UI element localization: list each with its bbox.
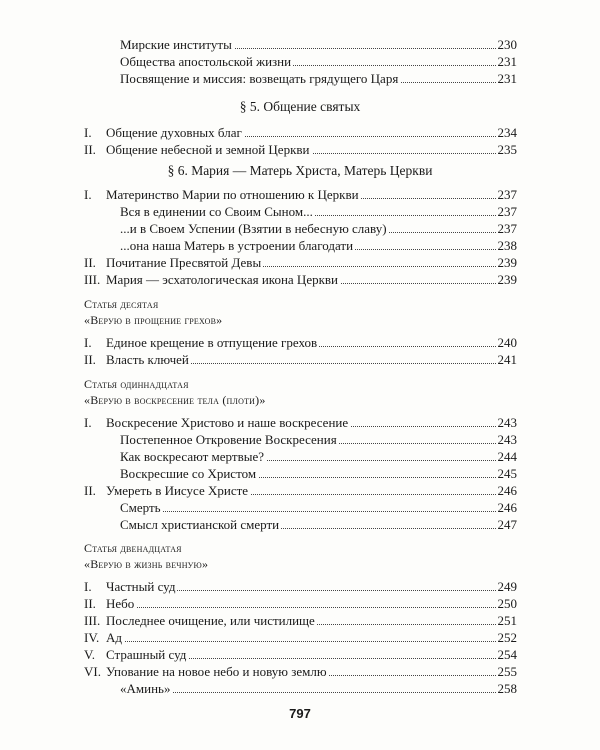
toc-entry-page: 238 xyxy=(497,238,517,253)
toc-entry-number: IV. xyxy=(84,630,100,645)
toc-entry xyxy=(0,595,600,613)
toc-entry-text: Мария — эсхатологическая икона Церкви xyxy=(106,272,339,287)
toc-entry-page: 235 xyxy=(497,142,517,157)
toc-entry-text: Единое крещение в отпущение грехов xyxy=(106,335,318,350)
toc-entry-text: Почитание Пресвятой Девы xyxy=(106,255,262,270)
toc-entry xyxy=(0,663,600,681)
page-number: 797 xyxy=(289,706,311,721)
toc-entry xyxy=(0,465,600,483)
dot-leader xyxy=(106,641,504,642)
toc-entry xyxy=(0,629,600,647)
article-title: «Верую в воскресение тела (плоти)» xyxy=(84,393,266,407)
toc-entry-number: III. xyxy=(84,272,101,287)
toc-entry-page: 243 xyxy=(497,432,517,447)
toc-entry-number: I. xyxy=(84,579,92,594)
toc-entry-number: I. xyxy=(84,335,92,350)
toc-entry-text: Постепенное Откровение Воскресения xyxy=(120,432,337,447)
toc-entry-page: 239 xyxy=(497,255,517,270)
toc-entry-text: Смерть xyxy=(120,500,161,515)
toc-entry xyxy=(0,237,600,255)
toc-entry-text: Ад xyxy=(106,630,123,645)
toc-entry-number: V. xyxy=(84,647,95,662)
article-label: Статья десятая xyxy=(84,297,159,311)
toc-entry xyxy=(0,186,600,204)
dot-leader xyxy=(106,607,504,608)
toc-entry-page: 244 xyxy=(497,449,517,464)
toc-entry xyxy=(0,448,600,466)
toc-entry-text: Смысл христианской смерти xyxy=(120,517,280,532)
toc-entry-page: 230 xyxy=(497,37,517,52)
toc-entry xyxy=(0,516,600,534)
toc-entry xyxy=(0,203,600,221)
article-label: Статья одиннадцатая xyxy=(84,377,189,391)
toc-entry xyxy=(0,36,600,54)
toc-entry xyxy=(0,124,600,142)
toc-entry xyxy=(0,482,600,500)
article-title: «Верую в жизнь вечную» xyxy=(84,557,209,571)
dot-leader xyxy=(120,692,504,693)
toc-entry-page: 252 xyxy=(497,630,517,645)
toc-entry-text: ...она наша Матерь в устроении благодати xyxy=(120,238,354,253)
toc-entry xyxy=(0,271,600,289)
toc-entry-text: Небо xyxy=(106,596,135,611)
toc-entry-number: II. xyxy=(84,255,96,270)
section-heading: § 5. Общение святых xyxy=(239,99,361,114)
section-heading: § 6. Мария — Матерь Христа, Матерь Церкви xyxy=(167,163,433,178)
toc-entry-page: 241 xyxy=(497,352,517,367)
toc-entry-page: 234 xyxy=(497,125,517,140)
toc-entry-number: II. xyxy=(84,483,96,498)
toc-entry xyxy=(0,646,600,664)
toc-entry-page: 240 xyxy=(497,335,517,350)
toc-entry-text: ...и в Своем Успении (Взятии в небесную славу) xyxy=(120,221,387,236)
toc-entry-text: Посвящение и миссия: возвещать грядущего Царя xyxy=(120,71,399,86)
article-title: «Верую в прощение грехов» xyxy=(84,313,223,327)
article-label: Статья двенадцатая xyxy=(84,541,182,555)
toc-entry-text: Общение небесной и земной Церкви xyxy=(106,142,310,157)
toc-entry-page: 247 xyxy=(497,517,517,532)
toc-entry-text: Общение духовных благ xyxy=(106,125,242,140)
toc-entry xyxy=(0,334,600,352)
toc-entry-page: 243 xyxy=(497,415,517,430)
toc-entry xyxy=(0,499,600,517)
toc-entry-number: II. xyxy=(84,596,96,611)
toc-entry-text: Власть ключей xyxy=(106,352,189,367)
toc-entry-page: 251 xyxy=(497,613,517,628)
toc-entry xyxy=(0,351,600,369)
toc-entry-page: 250 xyxy=(497,596,517,611)
toc-entry-text: Как воскресают мертвые? xyxy=(120,449,264,464)
toc-entry-text: Материнство Марии по отношению к Церкви xyxy=(106,187,359,202)
toc-entry-page: 231 xyxy=(497,54,517,69)
toc-entry-page: 237 xyxy=(497,187,517,202)
dot-leader xyxy=(120,511,504,512)
toc-entry-text: «Аминь» xyxy=(120,681,171,696)
toc-entry-number: II. xyxy=(84,142,96,157)
toc-entry-page: 258 xyxy=(497,681,517,696)
toc-entry xyxy=(0,414,600,432)
toc-entry xyxy=(0,612,600,630)
toc-entry-page: 231 xyxy=(497,71,517,86)
toc-entry xyxy=(0,254,600,272)
toc-entry-text: Частный суд xyxy=(106,579,176,594)
toc-entry-text: Умереть в Иисусе Христе xyxy=(106,483,249,498)
toc-entry-page: 254 xyxy=(497,647,517,662)
toc-entry-text: Последнее очищение, или чистилище xyxy=(106,613,315,628)
toc-entry-text: Воскресение Христово и наше воскресение xyxy=(106,415,349,430)
toc-entry-page: 249 xyxy=(497,579,517,594)
toc-entry xyxy=(0,141,600,159)
toc-entry-page: 237 xyxy=(497,221,517,236)
toc-entry-number: I. xyxy=(84,187,92,202)
toc-entry-text: Мирские институты xyxy=(120,37,232,52)
toc-entry xyxy=(0,578,600,596)
toc-entry-page: 237 xyxy=(497,204,517,219)
toc-entry-text: Вся в единении со Своим Сыном... xyxy=(120,204,313,219)
toc-entry-text: Упование на новое небо и новую землю xyxy=(106,664,327,679)
toc-entry-page: 239 xyxy=(497,272,517,287)
toc-entry xyxy=(0,680,600,698)
toc-entry xyxy=(0,70,600,88)
toc-entry-number: I. xyxy=(84,125,92,140)
toc-entry-text: Воскресшие со Христом xyxy=(120,466,257,481)
toc-entry-page: 246 xyxy=(497,483,517,498)
toc-entry xyxy=(0,220,600,238)
toc-entry-number: III. xyxy=(84,613,101,628)
toc-entry-page: 245 xyxy=(497,466,517,481)
toc-entry-text: Страшный суд xyxy=(106,647,187,662)
toc-entry xyxy=(0,431,600,449)
toc-entry-number: I. xyxy=(84,415,92,430)
toc-entry-number: II. xyxy=(84,352,96,367)
toc-entry-text: Общества апостольской жизни xyxy=(120,54,292,69)
toc-entry-number: VI. xyxy=(84,664,101,679)
toc-entry xyxy=(0,53,600,71)
toc-entry-page: 246 xyxy=(497,500,517,515)
toc-entry-page: 255 xyxy=(497,664,517,679)
